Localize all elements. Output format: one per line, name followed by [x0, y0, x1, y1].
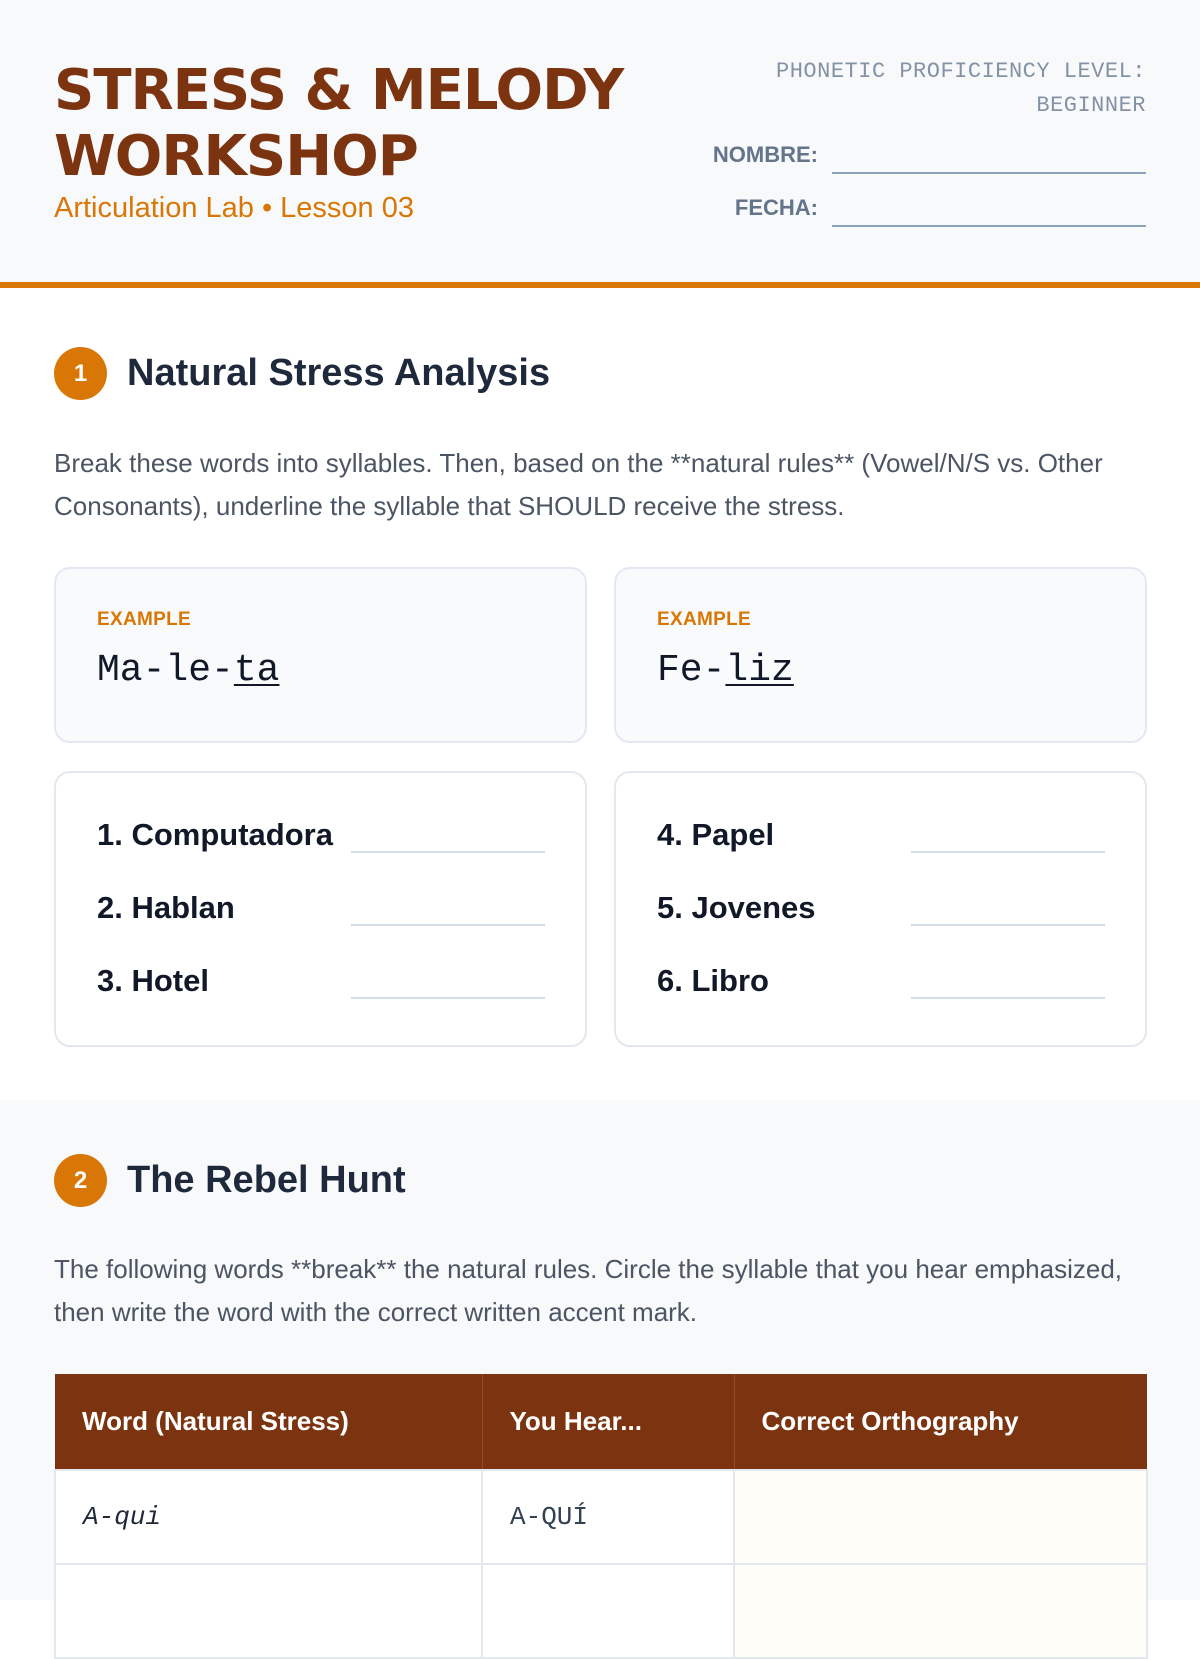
- table-header-row: [55, 1374, 1147, 1470]
- word-label: 6. Libro: [657, 963, 769, 998]
- example-word: [657, 649, 794, 692]
- name-input-line[interactable]: [832, 172, 1146, 174]
- table-row: [55, 1564, 1147, 1658]
- heard-stress: A-QUÍ: [482, 1470, 734, 1564]
- answer-line[interactable]: [911, 851, 1105, 853]
- word-label: 1. Computadora: [97, 817, 333, 852]
- answer-line[interactable]: [351, 851, 545, 853]
- table-row: [55, 1470, 1147, 1564]
- word-item: [657, 817, 1105, 857]
- answer-line[interactable]: [911, 997, 1105, 999]
- example-label: EXAMPLE: [97, 609, 191, 630]
- answer-line[interactable]: [351, 997, 545, 999]
- date-field[interactable]: [686, 187, 1146, 227]
- stressed-syllable: ta: [233, 649, 280, 692]
- word-item: [657, 963, 1105, 1003]
- example-syllables: Ma-le-: [97, 649, 234, 692]
- column-header: Correct Orthography: [734, 1374, 1147, 1470]
- column-header: You Hear...: [482, 1374, 734, 1470]
- example-syllables: Fe-: [657, 649, 726, 692]
- section-2-heading: [54, 1154, 406, 1207]
- worksheet-header: [0, 0, 1200, 288]
- word-item: [657, 890, 1105, 930]
- answer-line[interactable]: [351, 924, 545, 926]
- word-item: [97, 890, 545, 930]
- rebel-words-table: [54, 1374, 1148, 1659]
- section-2-badge: 2: [54, 1154, 107, 1207]
- section-1-instructions: Break these words into syllables. Then, based on the **natural rules** (Vowel/N/S vs. Other Consonants), underline the syllable that SHOULD receive the stress.: [54, 448, 1103, 521]
- answer-line[interactable]: [911, 924, 1105, 926]
- word-label: 5. Jovenes: [657, 890, 816, 925]
- orthography-answer-cell[interactable]: [734, 1564, 1147, 1658]
- stressed-syllable: liz: [725, 649, 794, 692]
- word-list-card-left: [54, 771, 587, 1047]
- title-line-2: WORKSHOP: [54, 124, 418, 189]
- example-word: [97, 649, 279, 692]
- section-2-instructions: The following words **break** the natural rules. Circle the syllable that you hear emphasized, then write the word with the correct written accent mark.: [54, 1254, 1123, 1327]
- section-1-heading: [54, 347, 550, 400]
- example-card-2: [614, 567, 1147, 743]
- date-label: FECHA:: [734, 195, 818, 220]
- word-label: 3. Hotel: [97, 963, 209, 998]
- worksheet-title: [54, 58, 694, 190]
- word-item: [97, 817, 545, 857]
- example-label: EXAMPLE: [657, 609, 751, 630]
- word-label: 4. Papel: [657, 817, 775, 852]
- natural-stress-word: [55, 1564, 482, 1658]
- word-label: 2. Hablan: [97, 890, 235, 925]
- lesson-subtitle: Articulation Lab • Lesson 03: [54, 192, 414, 224]
- column-header: Word (Natural Stress): [55, 1374, 482, 1470]
- title-line-1: STRESS & MELODY: [54, 58, 624, 123]
- level-label: PHONETIC PROFICIENCY LEVEL:: [776, 59, 1146, 84]
- orthography-answer-cell[interactable]: [734, 1470, 1147, 1564]
- section-1-badge: 1: [54, 347, 107, 400]
- section-1-title: Natural Stress Analysis: [127, 352, 551, 394]
- proficiency-level: [706, 55, 1146, 123]
- word-item: [97, 963, 545, 1003]
- natural-stress-word: A-qui: [55, 1470, 482, 1564]
- name-field[interactable]: [686, 134, 1146, 174]
- name-label: NOMBRE:: [712, 142, 818, 167]
- level-value: BEGINNER: [1036, 93, 1146, 118]
- example-card-1: [54, 567, 587, 743]
- heard-stress: [482, 1564, 734, 1658]
- section-2-title: The Rebel Hunt: [127, 1159, 406, 1201]
- word-list-card-right: [614, 771, 1147, 1047]
- date-input-line[interactable]: [832, 225, 1146, 227]
